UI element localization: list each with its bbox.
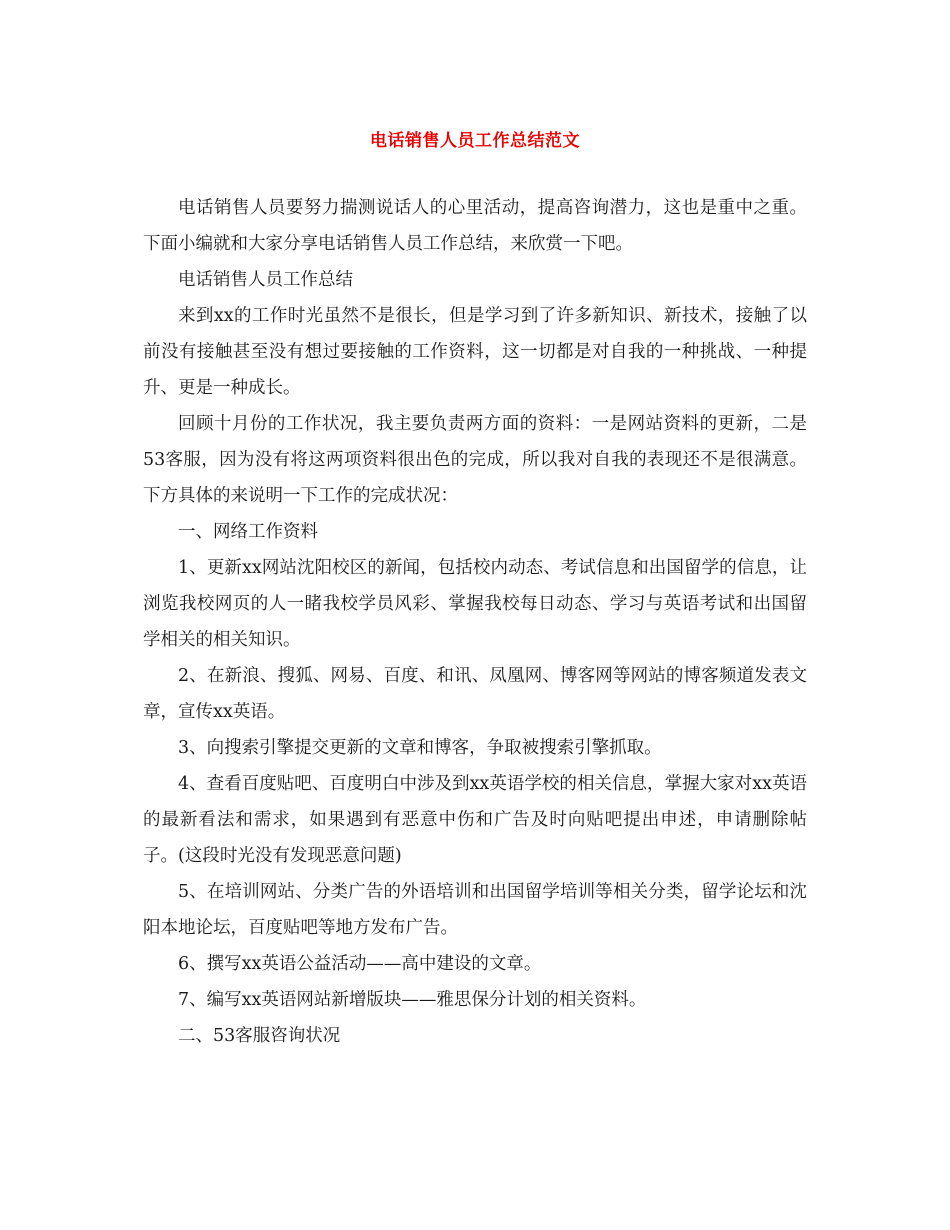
list-item: 6、撰写xx英语公益活动——高中建设的文章。 — [178, 954, 542, 974]
paragraph-intro: 电话销售人员要努力揣测说话人的心里活动，提高咨询潜力，这也是重中之重。下面小编就和大家分享电话销售人员工作总结，来欣赏一下吧。 — [143, 198, 807, 254]
section-heading: 二、53客服咨询状况 — [178, 1026, 341, 1046]
document-body — [143, 190, 807, 1054]
list-item: 2、在新浪、搜狐、网易、百度、和讯、凤凰网、博客网等网站的博客频道发表文章，宣传xx英语。 — [143, 666, 807, 722]
document-title: 电话销售人员工作总结范文 — [370, 131, 580, 151]
paragraph-heading: 电话销售人员工作总结 — [178, 270, 353, 290]
paragraph: 来到xx的工作时光虽然不是很长，但是学习到了许多新知识、新技术，接触了以前没有接触甚至没有想过要接触的工作资料，这一切都是对自我的一种挑战、一种提升、更是一种成长。 — [143, 306, 807, 398]
list-item: 3、向搜索引擎提交更新的文章和博客，争取被搜索引擎抓取。 — [178, 738, 662, 758]
paragraph: 回顾十月份的工作状况，我主要负责两方面的资料：一是网站资料的更新，二是53客服，因为没有将这两项资料很出色的完成，所以我对自我的表现还不是很满意。下方具体的来说明一下工作的完成状况： — [143, 414, 807, 506]
list-item: 5、在培训网站、分类广告的外语培训和出国留学培训等相关分类，留学论坛和沈阳本地论坛，百度贴吧等地方发布广告。 — [143, 882, 807, 938]
list-item: 7、编写xx英语网站新增版块——雅思保分计划的相关资料。 — [178, 990, 647, 1010]
section-heading: 一、网络工作资料 — [178, 522, 318, 542]
list-item: 4、查看百度贴吧、百度明白中涉及到xx英语学校的相关信息，掌握大家对xx英语的最新看法和需求，如果遇到有恶意中伤和广告及时向贴吧提出申述，申请删除帖子。(这段时光没有发现恶意问题) — [143, 774, 807, 866]
list-item: 1、更新xx网站沈阳校区的新闻，包括校内动态、考试信息和出国留学的信息，让浏览我校网页的人一睹我校学员风彩、掌握我校每日动态、学习与英语考试和出国留学相关的相关知识。 — [143, 558, 807, 650]
